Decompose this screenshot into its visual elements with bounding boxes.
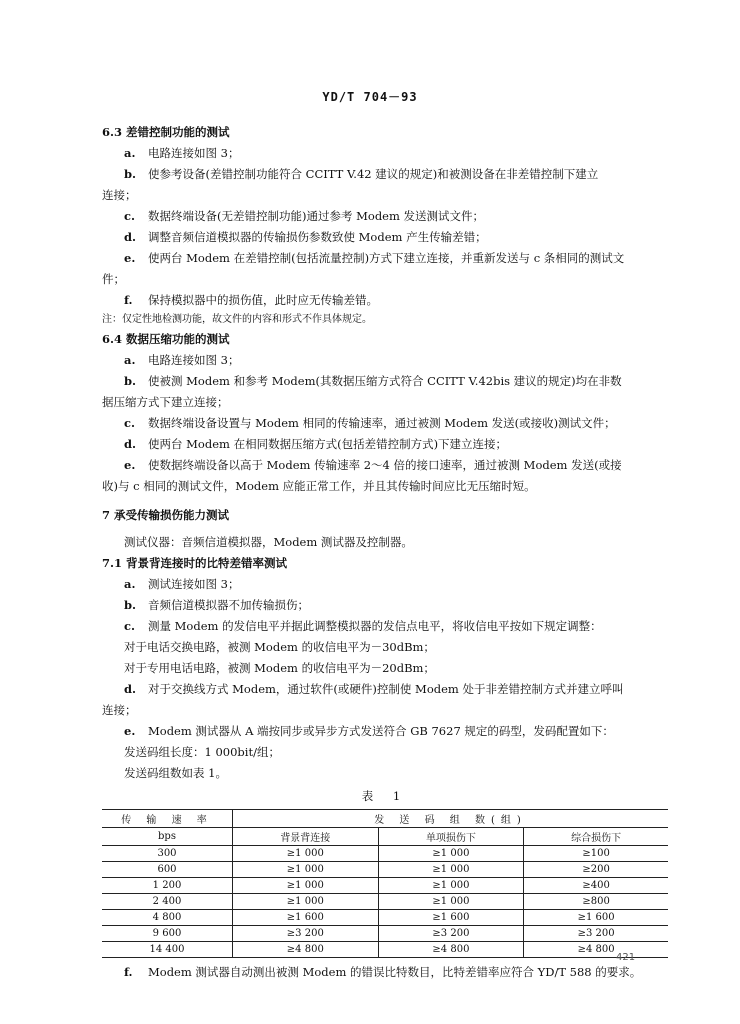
table-cell: ≥4 800 bbox=[378, 942, 524, 958]
table-cell: 4 800 bbox=[102, 910, 233, 926]
table-cell: ≥400 bbox=[524, 878, 668, 894]
item-label: f. bbox=[124, 965, 133, 979]
item-label: a. bbox=[124, 146, 136, 160]
item-text: 调整音频信道模拟器的传输损伤参数致使 Modem 产生传输差错； bbox=[148, 230, 487, 244]
list-item bbox=[102, 143, 668, 164]
list-item bbox=[102, 595, 668, 616]
table-cell: ≥1 000 bbox=[378, 846, 524, 862]
list-item bbox=[102, 350, 668, 371]
list-item bbox=[102, 164, 668, 185]
item-label: a. bbox=[124, 577, 136, 591]
table-cell: 14 400 bbox=[102, 942, 233, 958]
list-item bbox=[102, 248, 668, 269]
data-table bbox=[102, 809, 668, 958]
sub-header-single: 单项损伤下 bbox=[378, 828, 524, 846]
table-cell: ≥1 000 bbox=[233, 894, 379, 910]
table-cell: ≥4 800 bbox=[524, 942, 668, 958]
item-label: c. bbox=[124, 209, 136, 223]
item-text: 使数据终端设备以高于 Modem 传输速率 2～4 倍的接口速率，通过被测 Modem 发送(或接 bbox=[148, 458, 622, 472]
table-body bbox=[102, 846, 668, 958]
text-line: 连接； bbox=[102, 703, 137, 717]
table-cell: ≥3 200 bbox=[524, 926, 668, 942]
table-cell: ≥1 600 bbox=[233, 910, 379, 926]
item-text: 电路连接如图 3； bbox=[148, 146, 240, 160]
col-rate-unit: bps bbox=[102, 828, 233, 846]
table-cell: ≥100 bbox=[524, 846, 668, 862]
table-row bbox=[102, 846, 668, 862]
text-line: 收)与 c 相同的测试文件，Modem 应能正常工作，并且其传输时间应比无压缩时短。 bbox=[102, 479, 536, 493]
item-text: 使两台 Modem 在相同数据压缩方式(包括差错控制方式)下建立连接； bbox=[148, 437, 508, 451]
item-label: d. bbox=[124, 682, 137, 696]
item-label: b. bbox=[124, 167, 137, 181]
table-cell: 1 200 bbox=[102, 878, 233, 894]
section-heading: 7.1 背景背连接时的比特差错率测试 bbox=[102, 556, 288, 570]
list-item bbox=[102, 574, 668, 595]
item-text: Modem 测试器自动测出被测 Modem 的错误比特数目，比特差错率应符合 YD/T 588 的要求。 bbox=[148, 965, 642, 979]
table-cell: ≥800 bbox=[524, 894, 668, 910]
table-row bbox=[102, 878, 668, 894]
text-line: 连接； bbox=[102, 188, 137, 202]
table-cell: ≥1 600 bbox=[378, 910, 524, 926]
item-text: 音频信道模拟器不加传输损伤； bbox=[148, 598, 309, 612]
list-item bbox=[102, 679, 668, 700]
page-number: 421 bbox=[616, 952, 636, 963]
sections-6-3-6-4 bbox=[102, 122, 668, 497]
table-cell: ≥1 000 bbox=[233, 862, 379, 878]
item-text: 数据终端设备(无差错控制功能)通过参考 Modem 发送测试文件； bbox=[148, 209, 485, 223]
table-title: 表 1 bbox=[361, 789, 409, 803]
item-f-final bbox=[102, 962, 668, 983]
table-cell: ≥1 000 bbox=[378, 894, 524, 910]
text-line: 对于专用电话电路，被测 Modem 的收信电平为－20dBm； bbox=[124, 661, 435, 675]
table-cell: 300 bbox=[102, 846, 233, 862]
item-label: a. bbox=[124, 353, 136, 367]
item-label: f. bbox=[124, 293, 133, 307]
table-cell: ≥200 bbox=[524, 862, 668, 878]
item-text: Modem 测试器从 A 端按同步或异步方式发送符合 GB 7627 规定的码型，发码配置如下： bbox=[148, 724, 614, 738]
col-rate-header: 传 输 速 率 bbox=[102, 810, 233, 828]
item-text: 数据终端设备设置与 Modem 相同的传输速率，通过被测 Modem 发送(或接收)测试文件； bbox=[148, 416, 616, 430]
item-label: d. bbox=[124, 230, 137, 244]
item-label: b. bbox=[124, 598, 137, 612]
table-row bbox=[102, 894, 668, 910]
text-line: 件； bbox=[102, 272, 125, 286]
table-cell: ≥1 000 bbox=[233, 846, 379, 862]
table-cell: ≥3 200 bbox=[378, 926, 524, 942]
list-item bbox=[102, 413, 668, 434]
item-label: c. bbox=[124, 416, 136, 430]
list-item bbox=[102, 721, 668, 742]
item-text: 使被测 Modem 和参考 Modem(其数据压缩方式符合 CCITT V.42bis 建议的规定)均在非数 bbox=[148, 374, 622, 388]
list-item bbox=[102, 434, 668, 455]
table-row bbox=[102, 910, 668, 926]
table-cell: 2 400 bbox=[102, 894, 233, 910]
list-item bbox=[102, 227, 668, 248]
table-cell: 600 bbox=[102, 862, 233, 878]
list-item bbox=[102, 455, 668, 476]
sub-header-background: 背景背连接 bbox=[233, 828, 379, 846]
table-cell: ≥1 000 bbox=[378, 862, 524, 878]
text-line: 测试仪器：音频信道模拟器，Modem 测试器及控制器。 bbox=[124, 535, 413, 549]
item-text: 测量 Modem 的发信电平并据此调整模拟器的发信点电平，将收信电平按如下规定调整： bbox=[148, 619, 602, 633]
text-line: 发送码组数如表 1。 bbox=[124, 766, 227, 780]
item-text: 测试连接如图 3； bbox=[148, 577, 240, 591]
document-body bbox=[102, 122, 668, 983]
note: 注：仅定性地检测功能，故文件的内容和形式不作具体规定。 bbox=[102, 314, 372, 325]
item-label: d. bbox=[124, 437, 137, 451]
group-header: 发 送 码 组 数(组) bbox=[233, 810, 669, 828]
section-7-body bbox=[102, 532, 668, 784]
list-item bbox=[102, 616, 668, 637]
item-text: 使参考设备(差错控制功能符合 CCITT V.42 建议的规定)和被测设备在非差错控制下建立 bbox=[148, 167, 599, 181]
list-item bbox=[102, 290, 668, 311]
text-line: 发送码组长度：1 000bit/组； bbox=[124, 745, 280, 759]
table-cell: ≥4 800 bbox=[233, 942, 379, 958]
item-text: 使两台 Modem 在差错控制(包括流量控制)方式下建立连接，并重新发送与 c 条相同的测试文 bbox=[148, 251, 625, 265]
list-item bbox=[102, 206, 668, 227]
section-heading: 6.3 差错控制功能的测试 bbox=[102, 125, 230, 139]
section-heading: 6.4 数据压缩功能的测试 bbox=[102, 332, 230, 346]
section-7-title: 7 承受传输损伤能力测试 bbox=[102, 508, 230, 522]
item-label: e. bbox=[124, 724, 136, 738]
item-label: e. bbox=[124, 251, 136, 265]
text-line: 据压缩方式下建立连接； bbox=[102, 395, 229, 409]
item-text: 保持模拟器中的损伤值，此时应无传输差错。 bbox=[148, 293, 378, 307]
list-item bbox=[102, 371, 668, 392]
item-label: c. bbox=[124, 619, 136, 633]
item-text: 对于交换线方式 Modem，通过软件(或硬件)控制使 Modem 处于非差错控制方式并建立呼叫 bbox=[148, 682, 624, 696]
table-row bbox=[102, 862, 668, 878]
table-row bbox=[102, 942, 668, 958]
table-cell: ≥1 600 bbox=[524, 910, 668, 926]
table-cell: 9 600 bbox=[102, 926, 233, 942]
item-label: e. bbox=[124, 458, 136, 472]
table-row bbox=[102, 926, 668, 942]
text-line: 对于电话交换电路，被测 Modem 的收信电平为－30dBm； bbox=[124, 640, 435, 654]
item-label: b. bbox=[124, 374, 137, 388]
table-cell: ≥3 200 bbox=[233, 926, 379, 942]
sub-header-combined: 综合损伤下 bbox=[524, 828, 668, 846]
item-text: 电路连接如图 3； bbox=[148, 353, 240, 367]
table-cell: ≥1 000 bbox=[378, 878, 524, 894]
page-header: YD/T 704－93 bbox=[322, 90, 418, 104]
table-cell: ≥1 000 bbox=[233, 878, 379, 894]
